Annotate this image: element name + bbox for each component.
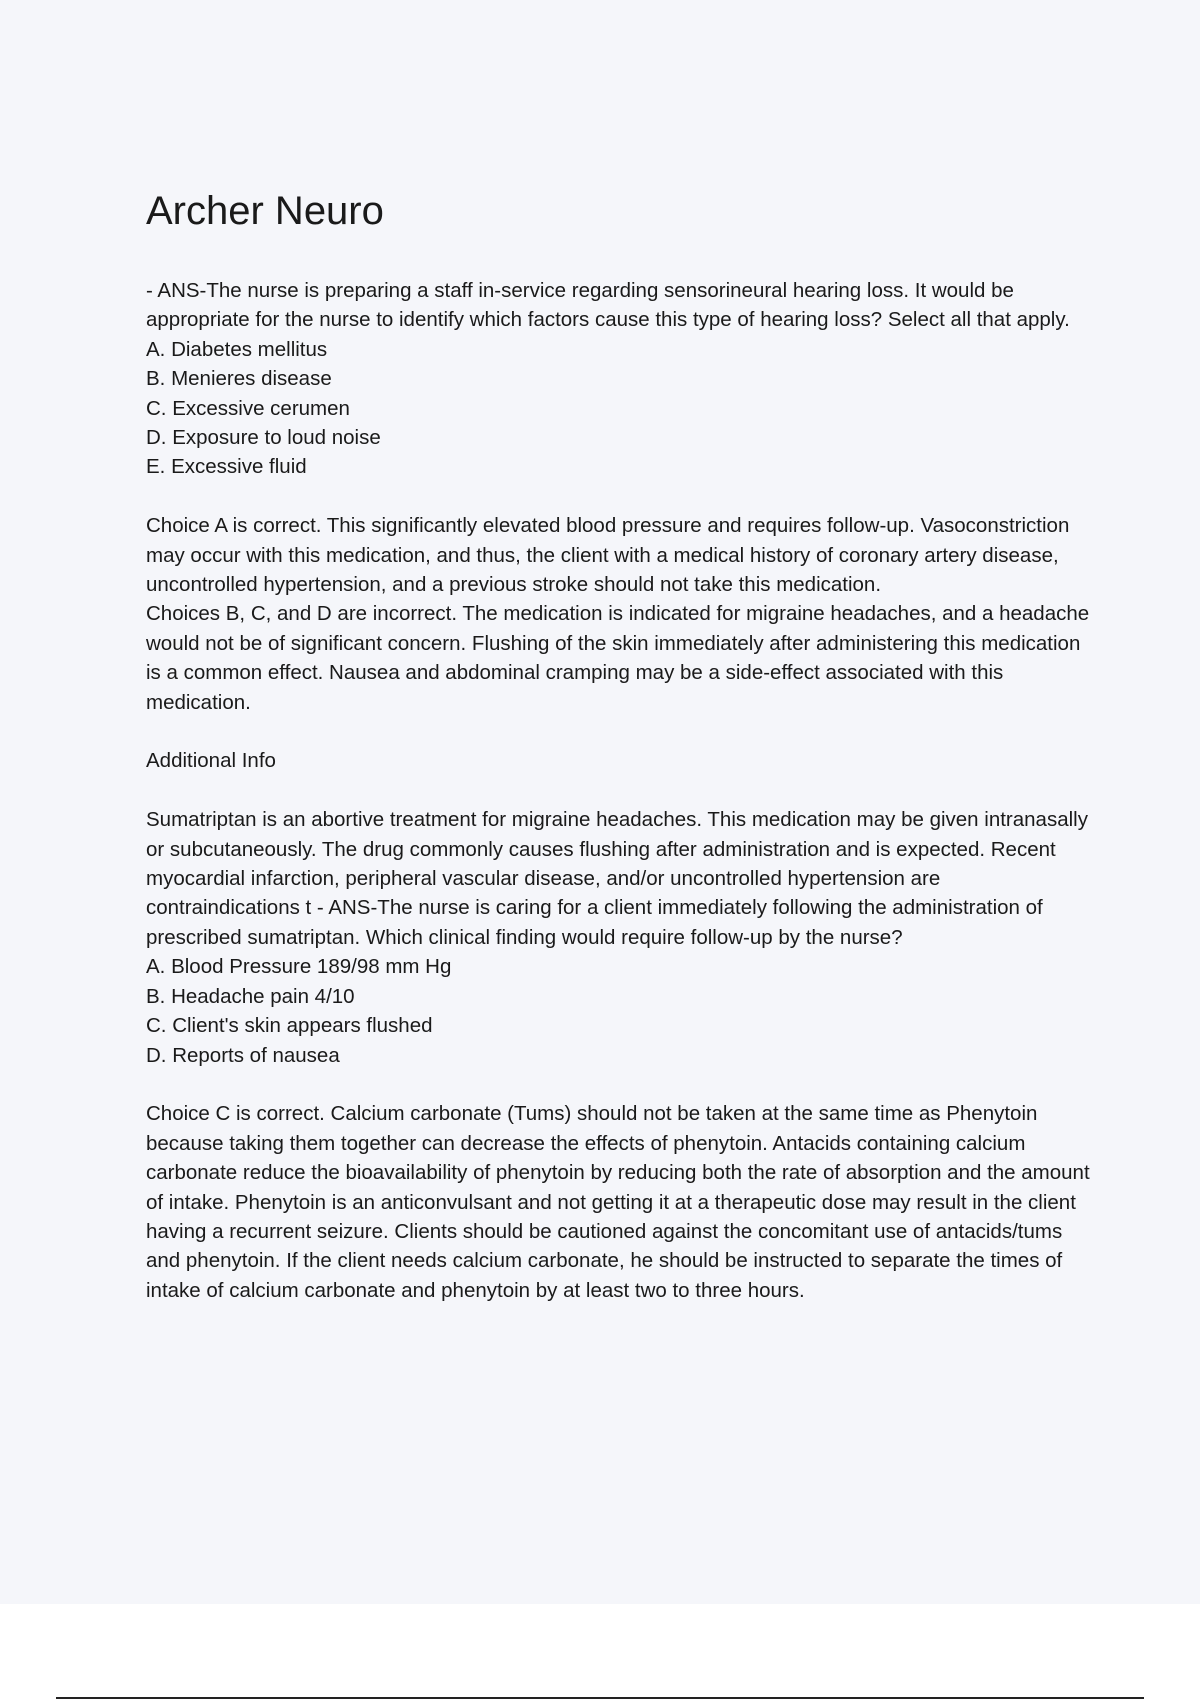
footer-divider bbox=[56, 1697, 1144, 1699]
spacer bbox=[146, 717, 1096, 746]
question-2-stem: Sumatriptan is an abortive treatment for migraine headaches. This medication may be given intranasally or subcutaneously. The drug commonly causes flushing after administration and is expected. Recent myocardial infarction, peripheral vascular disease, and/or uncontrolled hypertension are contraindications t - ANS-The nurse is caring for a client immediately following the administration of prescribed sumatriptan. Which clinical finding would require follow-up by the nurse? bbox=[146, 808, 1088, 949]
document-title: Archer Neuro bbox=[146, 189, 384, 233]
question-1-option-e: E. Excessive fluid bbox=[146, 455, 307, 479]
question-2-options bbox=[146, 952, 1096, 1070]
rationale-2-correct: Choice C is correct. Calcium carbonate (Tums) should not be taken at the same time as Phenytoin because taking them together can decrease the effects of phenytoin. Antacids containing calcium carbonate reduce the bioavailability of phenytoin by reducing both the rate of absorption and the amount of intake. Phenytoin is an anticonvulsant and not getting it at a therapeutic dose may result in the client having a recurrent seizure. Clients should be cautioned against the concomitant use of antacids/tums and phenytoin. If the client needs calcium carbonate, he should be instructed to separate the times of intake of calcium carbonate and phenytoin by at least two to three hours. bbox=[146, 1102, 1090, 1302]
rationale-1-incorrect: Choices B, C, and D are incorrect. The medication is indicated for migraine headaches, and a headache would not be of significant concern. Flushing of the skin immediately after administering this medication is a common effect. Nausea and abdominal cramping may be a side-effect associated with this medication. bbox=[146, 602, 1090, 714]
spacer bbox=[146, 482, 1096, 511]
question-1-option-d: D. Exposure to loud noise bbox=[146, 426, 381, 450]
question-1-option-a: A. Diabetes mellitus bbox=[146, 337, 328, 361]
question-1-option-b: B. Menieres disease bbox=[146, 367, 332, 391]
spacer bbox=[146, 776, 1096, 805]
question-1-stem: - ANS-The nurse is preparing a staff in-service regarding sensorineural hearing loss. It would be appropriate for the nurse to identify which factors cause this type of hearing loss? Select all that apply. bbox=[146, 279, 1070, 332]
document-content bbox=[146, 186, 1096, 1305]
question-2-option-c: C. Client's skin appears flushed bbox=[146, 1014, 433, 1038]
question-1-options bbox=[146, 335, 1096, 482]
spacer bbox=[146, 1070, 1096, 1099]
rationale-1-correct: Choice A is correct. This significantly elevated blood pressure and requires follow-up. Vasoconstriction may occur with this medication, and thus, the client with a medical history of coronary artery disease, uncontrolled hypertension, and a previous stroke should not take this medication. bbox=[146, 514, 1070, 597]
question-1-option-c: C. Excessive cerumen bbox=[146, 396, 350, 420]
additional-info-heading: Additional Info bbox=[146, 749, 276, 773]
question-2-option-a: A. Blood Pressure 189/98 mm Hg bbox=[146, 955, 452, 979]
question-2-option-d: D. Reports of nausea bbox=[146, 1043, 340, 1067]
question-2-option-b: B. Headache pain 4/10 bbox=[146, 984, 355, 1008]
